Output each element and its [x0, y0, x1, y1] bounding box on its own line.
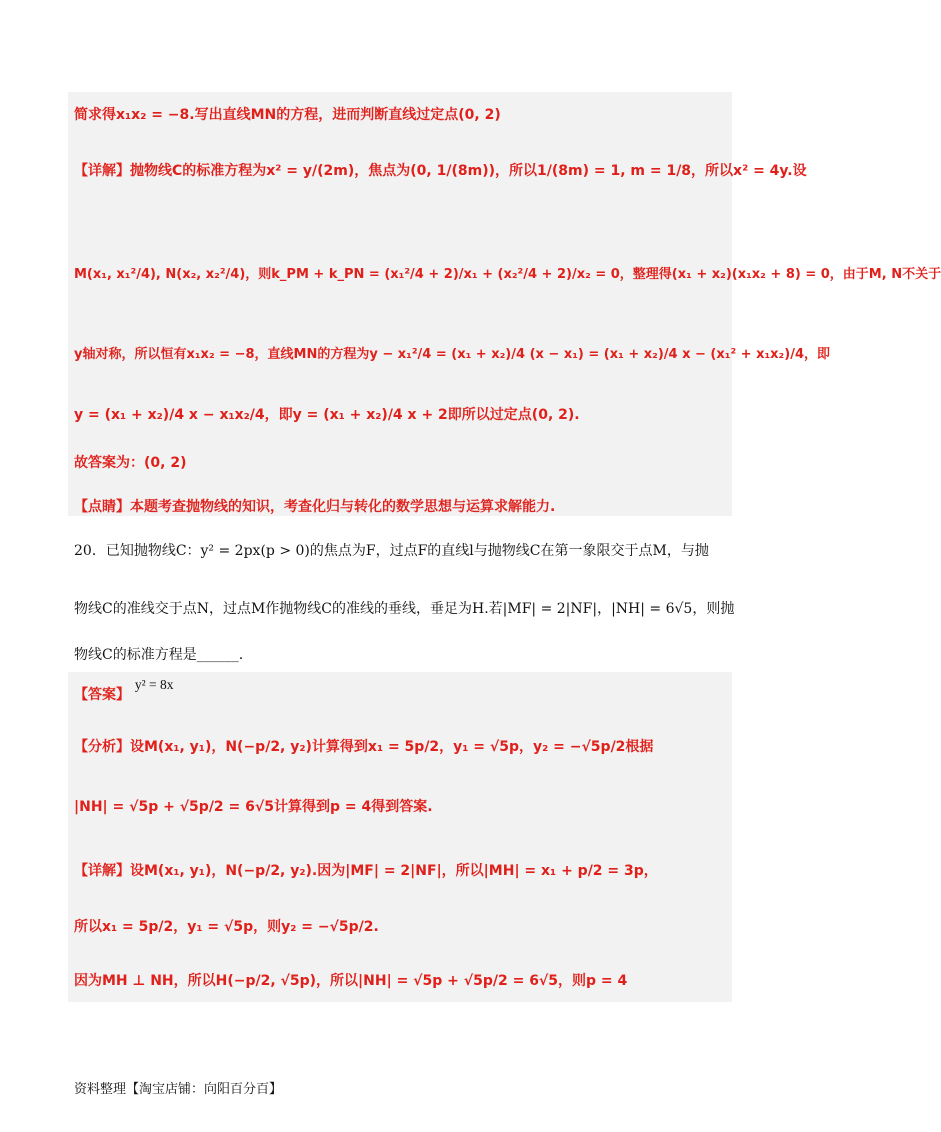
footer-source: 资料整理【淘宝店铺：向阳百分百】 [74, 1082, 283, 1097]
answer-label-line [74, 677, 730, 706]
detail-line: y = (x₁ + x₂)/4 x − x₁x₂/4，即y = (x₁ + x₂)/4 x + 2即所以过定点(0, 2). [74, 407, 580, 423]
detail-line: y轴对称，所以恒有x₁x₂ = −8，直线MN的方程为y − x₁²/4 = (x₁ + x₂)/4 (x − x₁) = (x₁ + x₂)/4 x − (x₁² + x₁x₂)/4，即 [74, 347, 830, 362]
question-20-line: 物线C的标准方程是______. [74, 647, 244, 663]
detail-line: 【详解】设M(x₁, y₁)，N(−p/2, y₂).因为|MF| = 2|NF|，所以|MH| = x₁ + p/2 = 3p， [74, 863, 658, 879]
analysis-line: 【分析】设M(x₁, y₁)，N(−p/2, y₂)计算得到x₁ = 5p/2，y₁ = √5p，y₂ = −√5p/2根据 [74, 739, 654, 755]
answer-value: y² = 8x [134, 677, 174, 692]
question-20-line: 20．已知抛物线C：y² = 2px(p > 0)的焦点为F，过点F的直线l与抛物线C在第一象限交于点M，与抛 [74, 543, 709, 559]
detail-line: 因为MH ⊥ NH，所以H(−p/2, √5p)，所以|NH| = √5p + √5p/2 = 6√5，则p = 4 [74, 973, 628, 989]
answer-label: 【答案】 [74, 687, 130, 703]
detail-line: 所以x₁ = 5p/2，y₁ = √5p，则y₂ = −√5p/2. [74, 919, 379, 935]
analysis-line: |NH| = √5p + √5p/2 = 6√5计算得到p = 4得到答案. [74, 799, 433, 815]
detail-line: M(x₁, x₁²/4), N(x₂, x₂²/4)，则k_PM + k_PN = (x₁²/4 + 2)/x₁ + (x₂²/4 + 2)/x₂ = 0，整理得(x₁ + x₂)(x₁x₂ + 8) = 0，由于M, N不关于 [74, 267, 941, 282]
remark-line: 【点睛】本题考查抛物线的知识，考查化归与转化的数学思想与运算求解能力. [74, 499, 556, 515]
solution-line: 简求得x₁x₂ = −8.写出直线MN的方程，进而判断直线过定点(0, 2) [74, 107, 501, 123]
detail-line: 【详解】抛物线C的标准方程为x² = y/(2m)，焦点为(0, 1/(8m))，所以1/(8m) = 1, m = 1/8，所以x² = 4y.设 [74, 163, 807, 179]
answer-line: 故答案为：(0, 2) [74, 455, 187, 471]
question-20-line: 物线C的准线交于点N，过点M作抛物线C的准线的垂线，垂足为H.若|MF| = 2|NF|，|NH| = 6√5，则抛 [74, 601, 735, 617]
answer-block-shading [68, 672, 732, 1002]
